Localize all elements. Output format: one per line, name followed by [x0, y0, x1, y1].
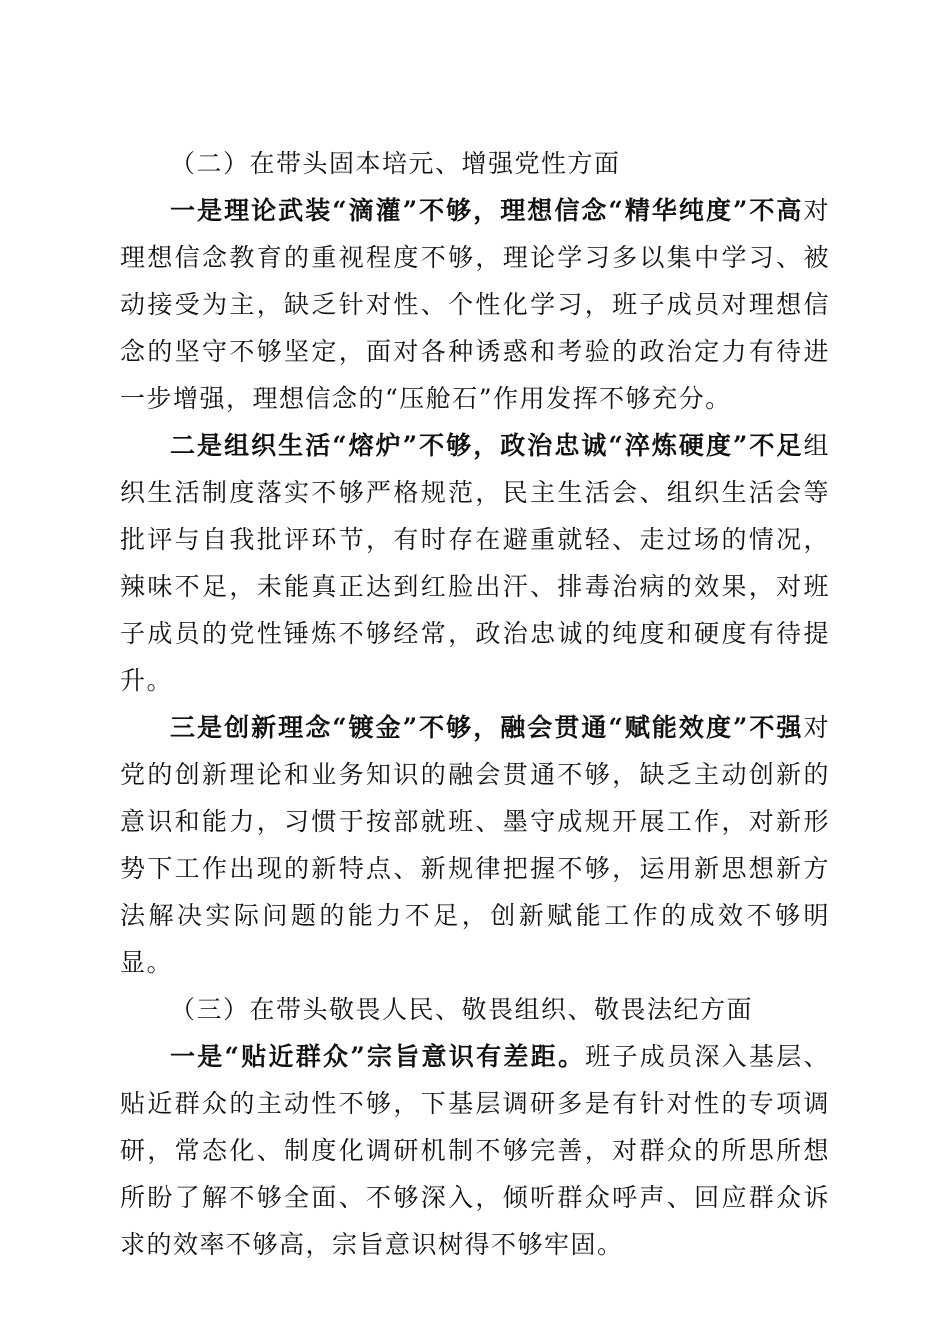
paragraph-2-body: 组织生活制度落实不够严格规范，民主生活会、组织生活会等批评与自我批评环节，有时存在避重就轻、走过场的情况，辣味不足，未能真正达到红脸出汗、排毒治病的效果，对班子成员的党性锤炼不够经常，政治忠诚的纯度和硬度有待提升。: [120, 431, 830, 695]
paragraph-1-lead: 一是理论武装“滴灌”不够，理想信念“精华纯度”不高: [170, 196, 804, 225]
section-heading-3: （三）在带头敬畏人民、敬畏组织、敬畏法纪方面: [170, 995, 754, 1024]
section-heading-2: （二）在带头固本培元、增强党性方面: [170, 149, 621, 178]
paragraph-4-lead: 一是“贴近群众”宗旨意识有差距。: [170, 1042, 586, 1071]
paragraph-3-lead: 三是创新理念“镀金”不够，融会贯通“赋能效度”不强: [170, 713, 804, 742]
paragraph-3: [120, 704, 830, 986]
paragraph-1: [120, 187, 830, 422]
paragraph-4: [120, 1033, 830, 1268]
paragraph-4-body: 班子成员深入基层、贴近群众的主动性不够，下基层调研多是有针对性的专项调研，常态化、制度化调研机制不够完善，对群众的所思所想所盼了解不够全面、不够深入，倾听群众呼声、回应群众诉求的效率不够高，宗旨意识树得不够牢固。: [120, 1042, 830, 1259]
paragraph-3-body: 对党的创新理论和业务知识的融会贯通不够，缺乏主动创新的意识和能力，习惯于按部就班、墨守成规开展工作，对新形势下工作出现的新特点、新规律把握不够，运用新思想新方法解决实际问题的能力不足，创新赋能工作的成效不够明显。: [120, 713, 830, 977]
paragraph-1-body: 对理想信念教育的重视程度不够，理论学习多以集中学习、被动接受为主，缺乏针对性、个性化学习，班子成员对理想信念的坚守不够坚定，面对各种诱惑和考验的政治定力有待进一步增强，理想信念的“压舱石”作用发挥不够充分。: [120, 196, 830, 413]
document-body: [120, 140, 830, 1268]
paragraph-2-lead: 二是组织生活“熔炉”不够，政治忠诚“淬炼硬度”不足: [170, 431, 804, 460]
paragraph-2: [120, 422, 830, 704]
